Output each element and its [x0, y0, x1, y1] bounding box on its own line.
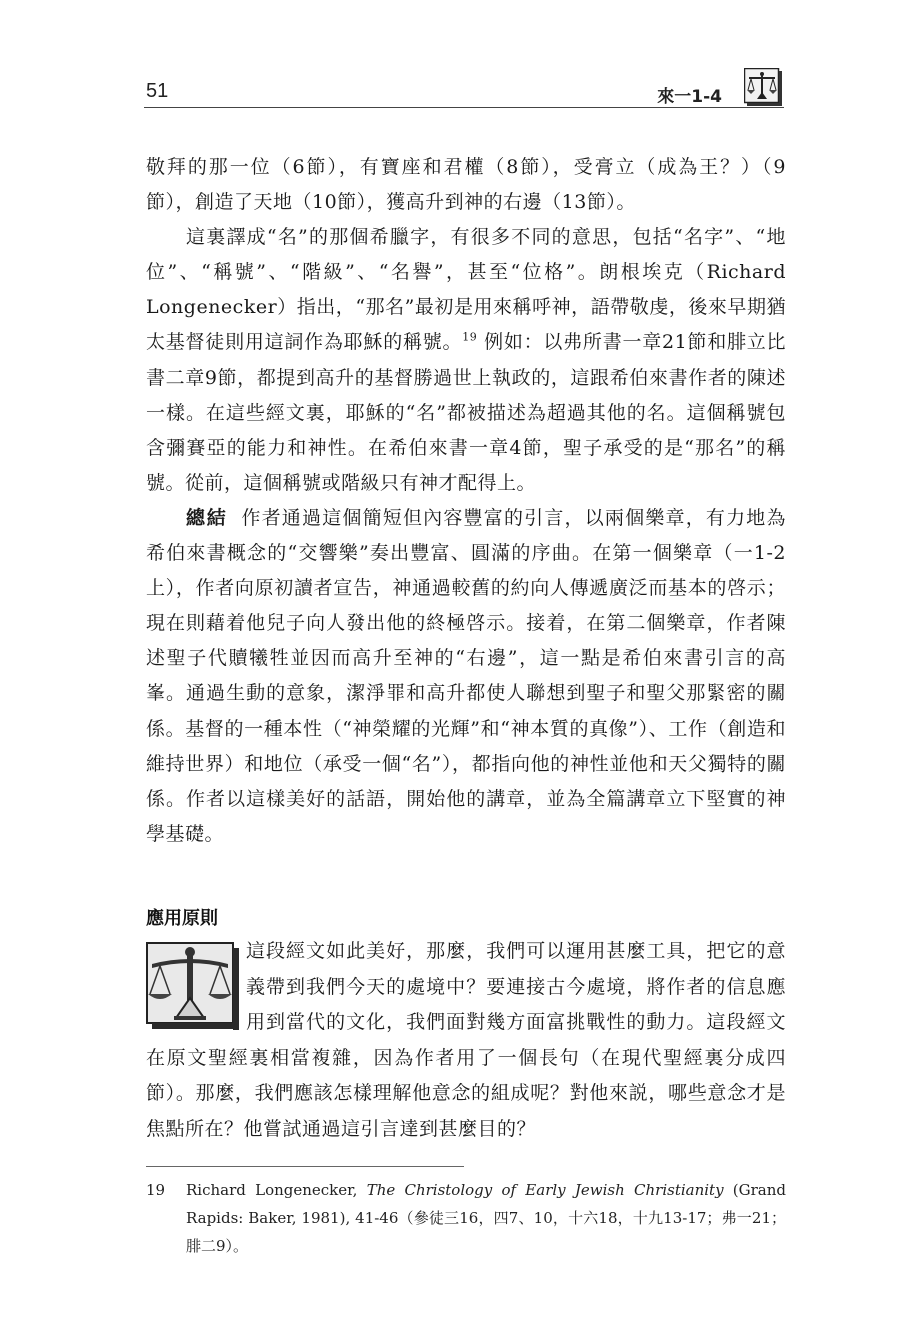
summary-heading: 總結: [186, 506, 228, 529]
footnote-text: [186, 1176, 786, 1260]
footnote: [146, 1176, 786, 1260]
paragraph-2-part-a: 這裏譯成“名”的那個希臘字，有很多不同的意思，包括“名字”、“地位”、“稱號”、“階級”、“名譽”，甚至“位格”。朗根埃克（Richard Longenecker）指出，“那名”最初是用來稱呼神，語帶敬虔，後來早期猶太基督徒則用這詞作為耶穌的稱號。: [146, 226, 786, 354]
paragraph-3: [146, 501, 786, 852]
application-paragraph: 這段經文如此美好，那麼，我們可以運用甚麼工具，把它的意義帶到我們今天的處境中？要連接古今處境，將作者的信息應用到當代的文化，我們面對幾方面富挑戰性的動力。這段經文在原文聖經裏相當複雜，因為作者用了一個長句（在現代聖經裏分成四節）。那麼，我們應該怎樣理解他意念的組成呢？對他來説，哪些意念才是焦點所在？他嘗試通過這引言達到甚麼目的？: [146, 940, 786, 1140]
paragraph-3-text: 作者通過這個簡短但內容豐富的引言，以兩個樂章，有力地為希伯來書概念的“交響樂”奏出豐富、圓滿的序曲。在第一個樂章（一1-2上），作者向原初讀者宣告，神通過較舊的約向人傳遞廣泛而基本的啓示；現在則藉着他兒子向人發出他的終極啓示。接着，在第二個樂章，作者陳述聖子代贖犧牲並因而高升至神的“右邊”，這一點是希伯來書引言的高峯。通過生動的意象，潔淨罪和高升都使人聯想到聖子和聖父那緊密的關係。基督的一種本性（“神榮耀的光輝”和“神本質的真像”）、工作（創造和維持世界）和地位（承受一個“名”），都指向他的神性並他和天父獨特的關係。作者以這樣美好的話語，開始他的講章，並為全篇講章立下堅實的神學基礎。: [146, 506, 786, 845]
paragraph-2-part-b: 例如：以弗所書一章21節和腓立比書二章9節，都提到高升的基督勝過世上執政的，這跟希伯來書作者的陳述一樣。在這些經文裏，耶穌的“名”都被描述為超過其他的名。這個稱號包含彌賽亞的能力和神性。在希伯來書一章4節，聖子承受的是“那名”的稱號。從前，這個稱號或階級只有神才配得上。: [146, 331, 786, 494]
paragraph-1: 敬拜的那一位（6節），有寶座和君權（8節），受膏立（成為王？）（9節），創造了天地（10節），獲高升到神的右邊（13節）。: [146, 156, 786, 214]
paragraph-2: [146, 220, 786, 501]
footnote-number: 19: [146, 1181, 166, 1199]
icon-spacer: [146, 934, 246, 1034]
scales-of-justice-icon: [744, 68, 782, 106]
footnote-author: Richard Longenecker,: [186, 1181, 367, 1199]
section-heading: 應用原則: [146, 908, 218, 929]
footnote-divider: [146, 1166, 464, 1167]
header-divider: [144, 107, 784, 108]
footnote-book-title: The Christology of Early Jewish Christianity: [366, 1181, 724, 1199]
main-text: [146, 150, 786, 852]
footnote-rest: (Grand Rapids: Baker, 1981), 41-46（參徒三16，四7、10，十六18，十九13-17；弗一21；腓二9）。: [186, 1181, 786, 1255]
application-text-block: [146, 934, 786, 1147]
page-number: 51: [146, 80, 169, 102]
chapter-reference: 來一1-4: [657, 87, 722, 107]
footnote-marker[interactable]: 19: [462, 331, 478, 345]
